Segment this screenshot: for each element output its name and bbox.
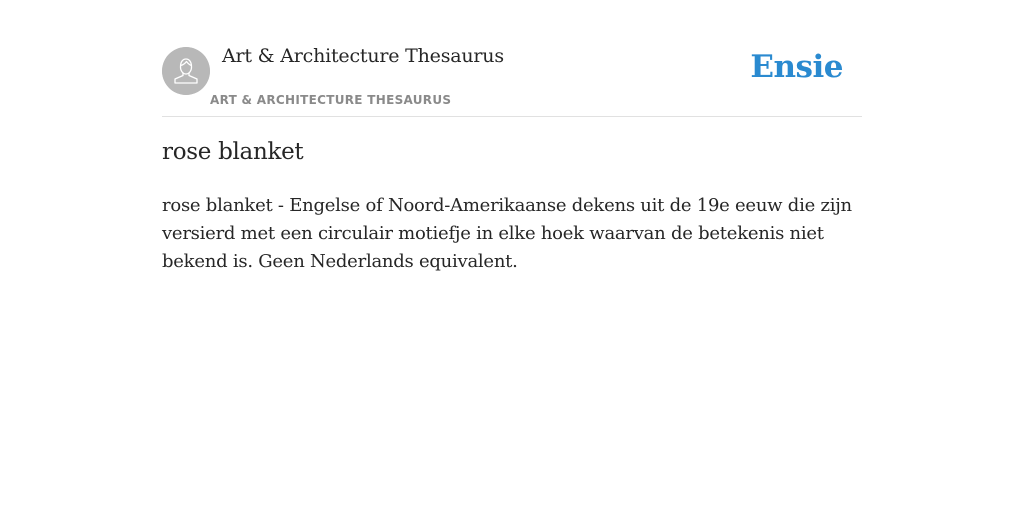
source-subtitle[interactable]: ART & ARCHITECTURE THESAURUS (210, 93, 452, 107)
brand-logo[interactable]: Ensie (750, 49, 843, 85)
entry-term: rose blanket (162, 139, 304, 165)
source-title[interactable]: Art & Architecture Thesaurus (222, 45, 504, 67)
entry-definition: rose blanket - Engelse of Noord-Amerikaanse dekens uit de 19e eeuw die zijn versierd met een circulair motiefje in elke hoek waarvan de betekenis niet bekend is. Geen Nederlands equivalent. (162, 195, 852, 272)
header (162, 0, 862, 117)
avatar[interactable] (162, 47, 210, 95)
user-icon (162, 47, 210, 95)
